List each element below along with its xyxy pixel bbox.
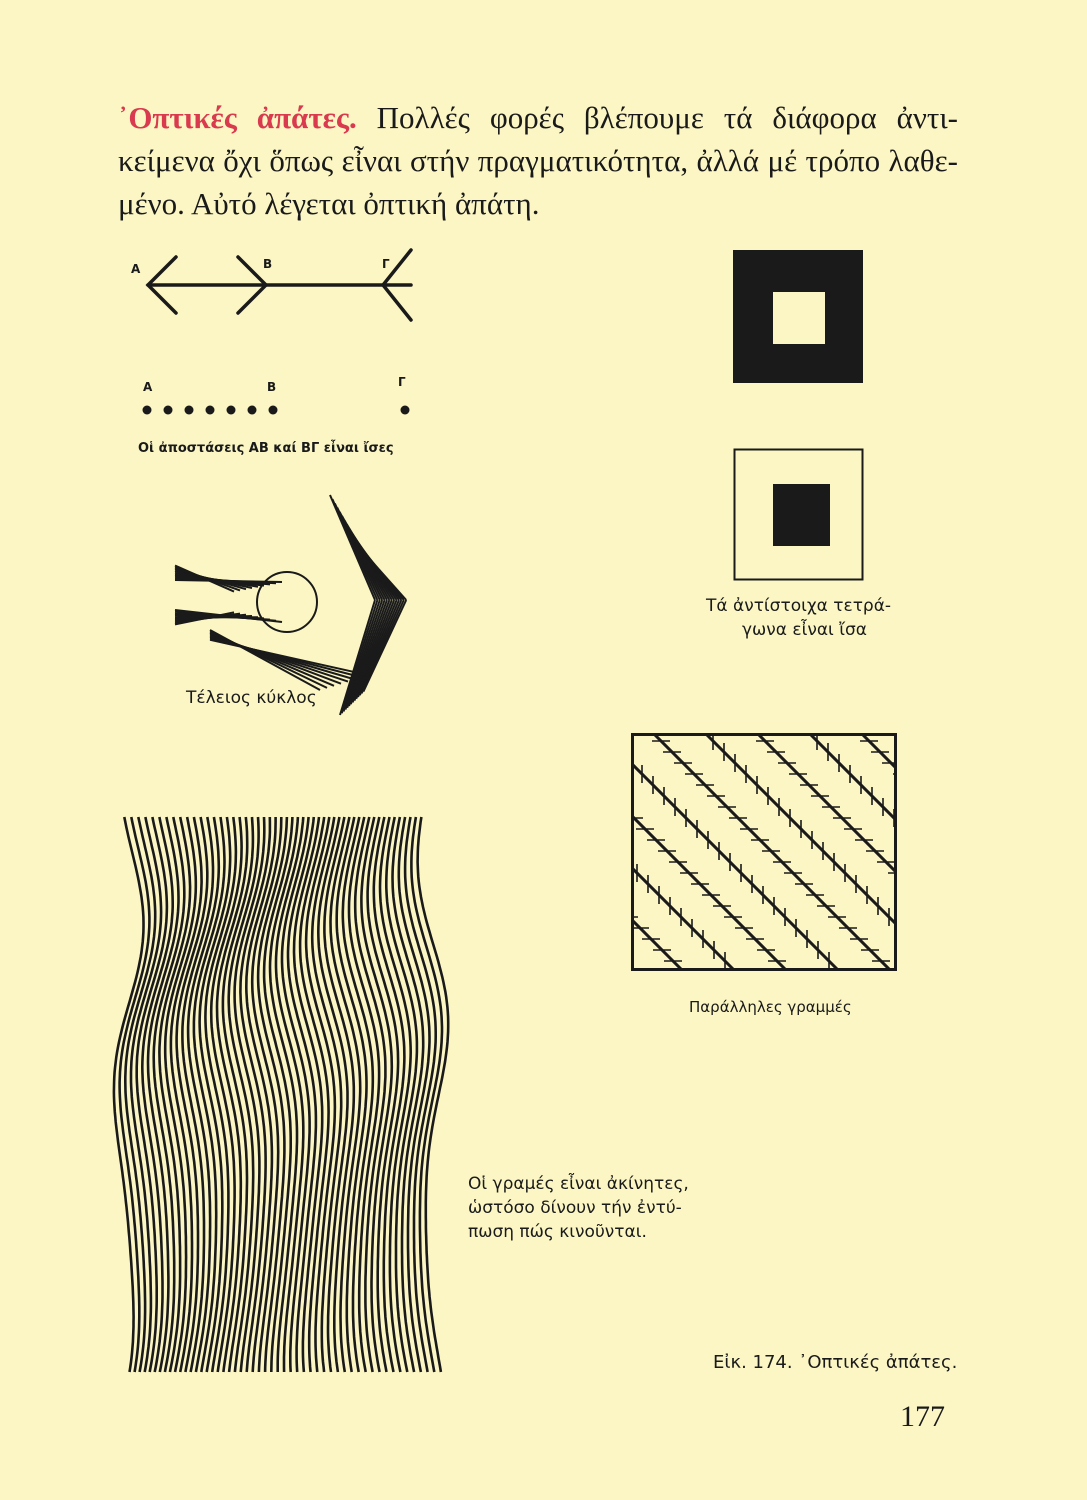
page-number: 177: [900, 1400, 945, 1433]
arrows-caption: Οἱ ἀποστάσεις ΑΒ καί ΒΓ εἶναι ἴσες: [138, 441, 394, 456]
waves-caption-line1: Οἱ γραμές εἶναι ἀκίνητες,: [468, 1174, 689, 1194]
arrow-label-b: Β: [263, 257, 273, 271]
parallel-lines-figure: [631, 733, 899, 973]
arrow-label-g: Γ: [382, 257, 390, 271]
figure-caption: Εἰκ. 174. ᾿Οπτικές ἀπάτες.: [713, 1352, 958, 1373]
outlined-square-figure: [733, 448, 868, 583]
dots-label-a: Α: [143, 380, 153, 394]
circle-caption: Τέλειος κύκλος: [186, 688, 317, 708]
squares-caption-line2: γωνα εἶναι ἴσα: [742, 620, 867, 640]
intro-heading: ᾿Οπτικές ἀπάτες.: [118, 100, 357, 135]
intro-paragraph: [118, 96, 958, 225]
dot-row: [140, 403, 420, 417]
dots-label-b: Β: [267, 380, 277, 394]
waves-caption-line3: πωση πώς κινοῦνται.: [468, 1222, 647, 1242]
parallel-caption: Παράλληλες γραμμές: [689, 998, 852, 1016]
intro-text: Πολλές φορές βλέπουμε τά διάφορα ἀντικείμενα ὄχι ὅπως εἶναι στήν πραγματικότητα, ἀλλά μέ τρόπο λαθεμένο. Αὐτό λέγεται ὀπτική ἀπάτη.: [118, 100, 958, 221]
squares-caption-line1: Τά ἀντίστοιχα τετρά-: [706, 596, 892, 616]
waves-caption-line2: ὡστόσο δίνουν τήν ἐντύ-: [468, 1198, 682, 1218]
black-square-figure: [733, 250, 868, 385]
wave-illusion-figure: [136, 817, 426, 1372]
dots-label-g: Γ: [398, 375, 406, 389]
arrow-label-a: Α: [131, 262, 141, 276]
